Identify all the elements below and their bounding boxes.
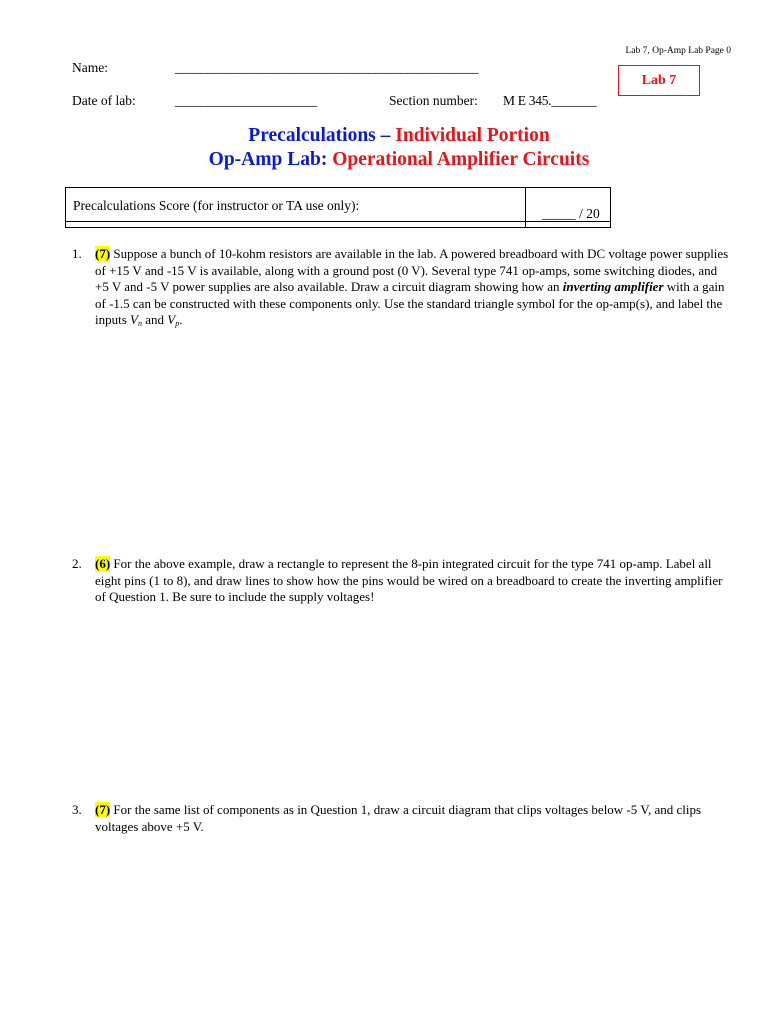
date-field[interactable]: ______________________ [175,93,317,108]
question-1-number: 1. [72,246,82,261]
question-1-body-a: Suppose a bunch of 10-kohm resistors are available in the lab. A powered breadboard with DC voltage power supplies of +15 V and -15 V is available, along with a ground post (0 V). Several type 741 op-amps, some switching diodes, and +5 V and -5 V power supplies are also available. Draw a circuit diagram showing how an [95,246,729,294]
score-underline [66,221,610,222]
question-1-text [95,246,730,333]
date-label: Date of lab: [72,93,136,108]
question-1-body-b: with a gain of -1.5 can be constructed with these components only. Use the standard triangle symbol for the op-amp(s), and label the inputs [95,279,725,327]
question-3-points: (7) [95,802,111,817]
title-precalculations: Precalculations – [248,125,396,146]
question-1-body-c: and [142,312,168,327]
question-3-body: For the same list of components as in Question 1, draw a circuit diagram that clips voltages below -5 V, and clips voltages above +5 V. [95,802,702,834]
question-2-number: 2. [72,556,82,571]
lab-badge [618,65,700,96]
question-3-number: 3. [72,802,82,817]
page-reference: Lab 7, Op-Amp Lab Page 0 [625,46,731,56]
lab-badge-label: Lab 7 [641,72,677,88]
score-value[interactable]: _____ / 20 [542,206,600,221]
name-field[interactable]: _______________________________________________ [175,60,479,75]
subtitle-lab-name: Op-Amp Lab: [208,149,333,170]
var-vp-subscript: p [175,319,180,328]
question-1-body-d: . [179,312,183,327]
question-2-text [95,556,730,606]
var-vn: V [130,312,138,327]
section-field[interactable]: M E 345._______ [503,93,597,108]
question-3-text [95,802,730,835]
subtitle-topic: Operational Amplifier Circuits [332,149,590,170]
title-individual-portion: Individual Portion [395,125,550,146]
question-1-emphasis: inverting amplifier [562,279,664,294]
score-table [65,187,611,228]
question-2-body: For the above example, draw a rectangle to represent the 8-pin integrated circuit for the type 741 op-amp. Label all eight pins (1 to 8), and draw lines to show how the pins would be wired on a breadboard to create the inverting amplifier of Question 1. Be sure to include the supply voltages! [95,556,723,604]
var-vp: V [167,312,176,327]
name-label: Name: [72,60,108,75]
score-label: Precalculations Score (for instructor or TA use only): [73,198,360,213]
page-title [0,125,770,147]
section-label: Section number: [389,93,478,108]
question-2-points: (6) [95,556,111,571]
question-1-points: (7) [95,246,111,261]
var-vn-subscript: n [138,319,142,328]
page-subtitle [0,149,770,171]
